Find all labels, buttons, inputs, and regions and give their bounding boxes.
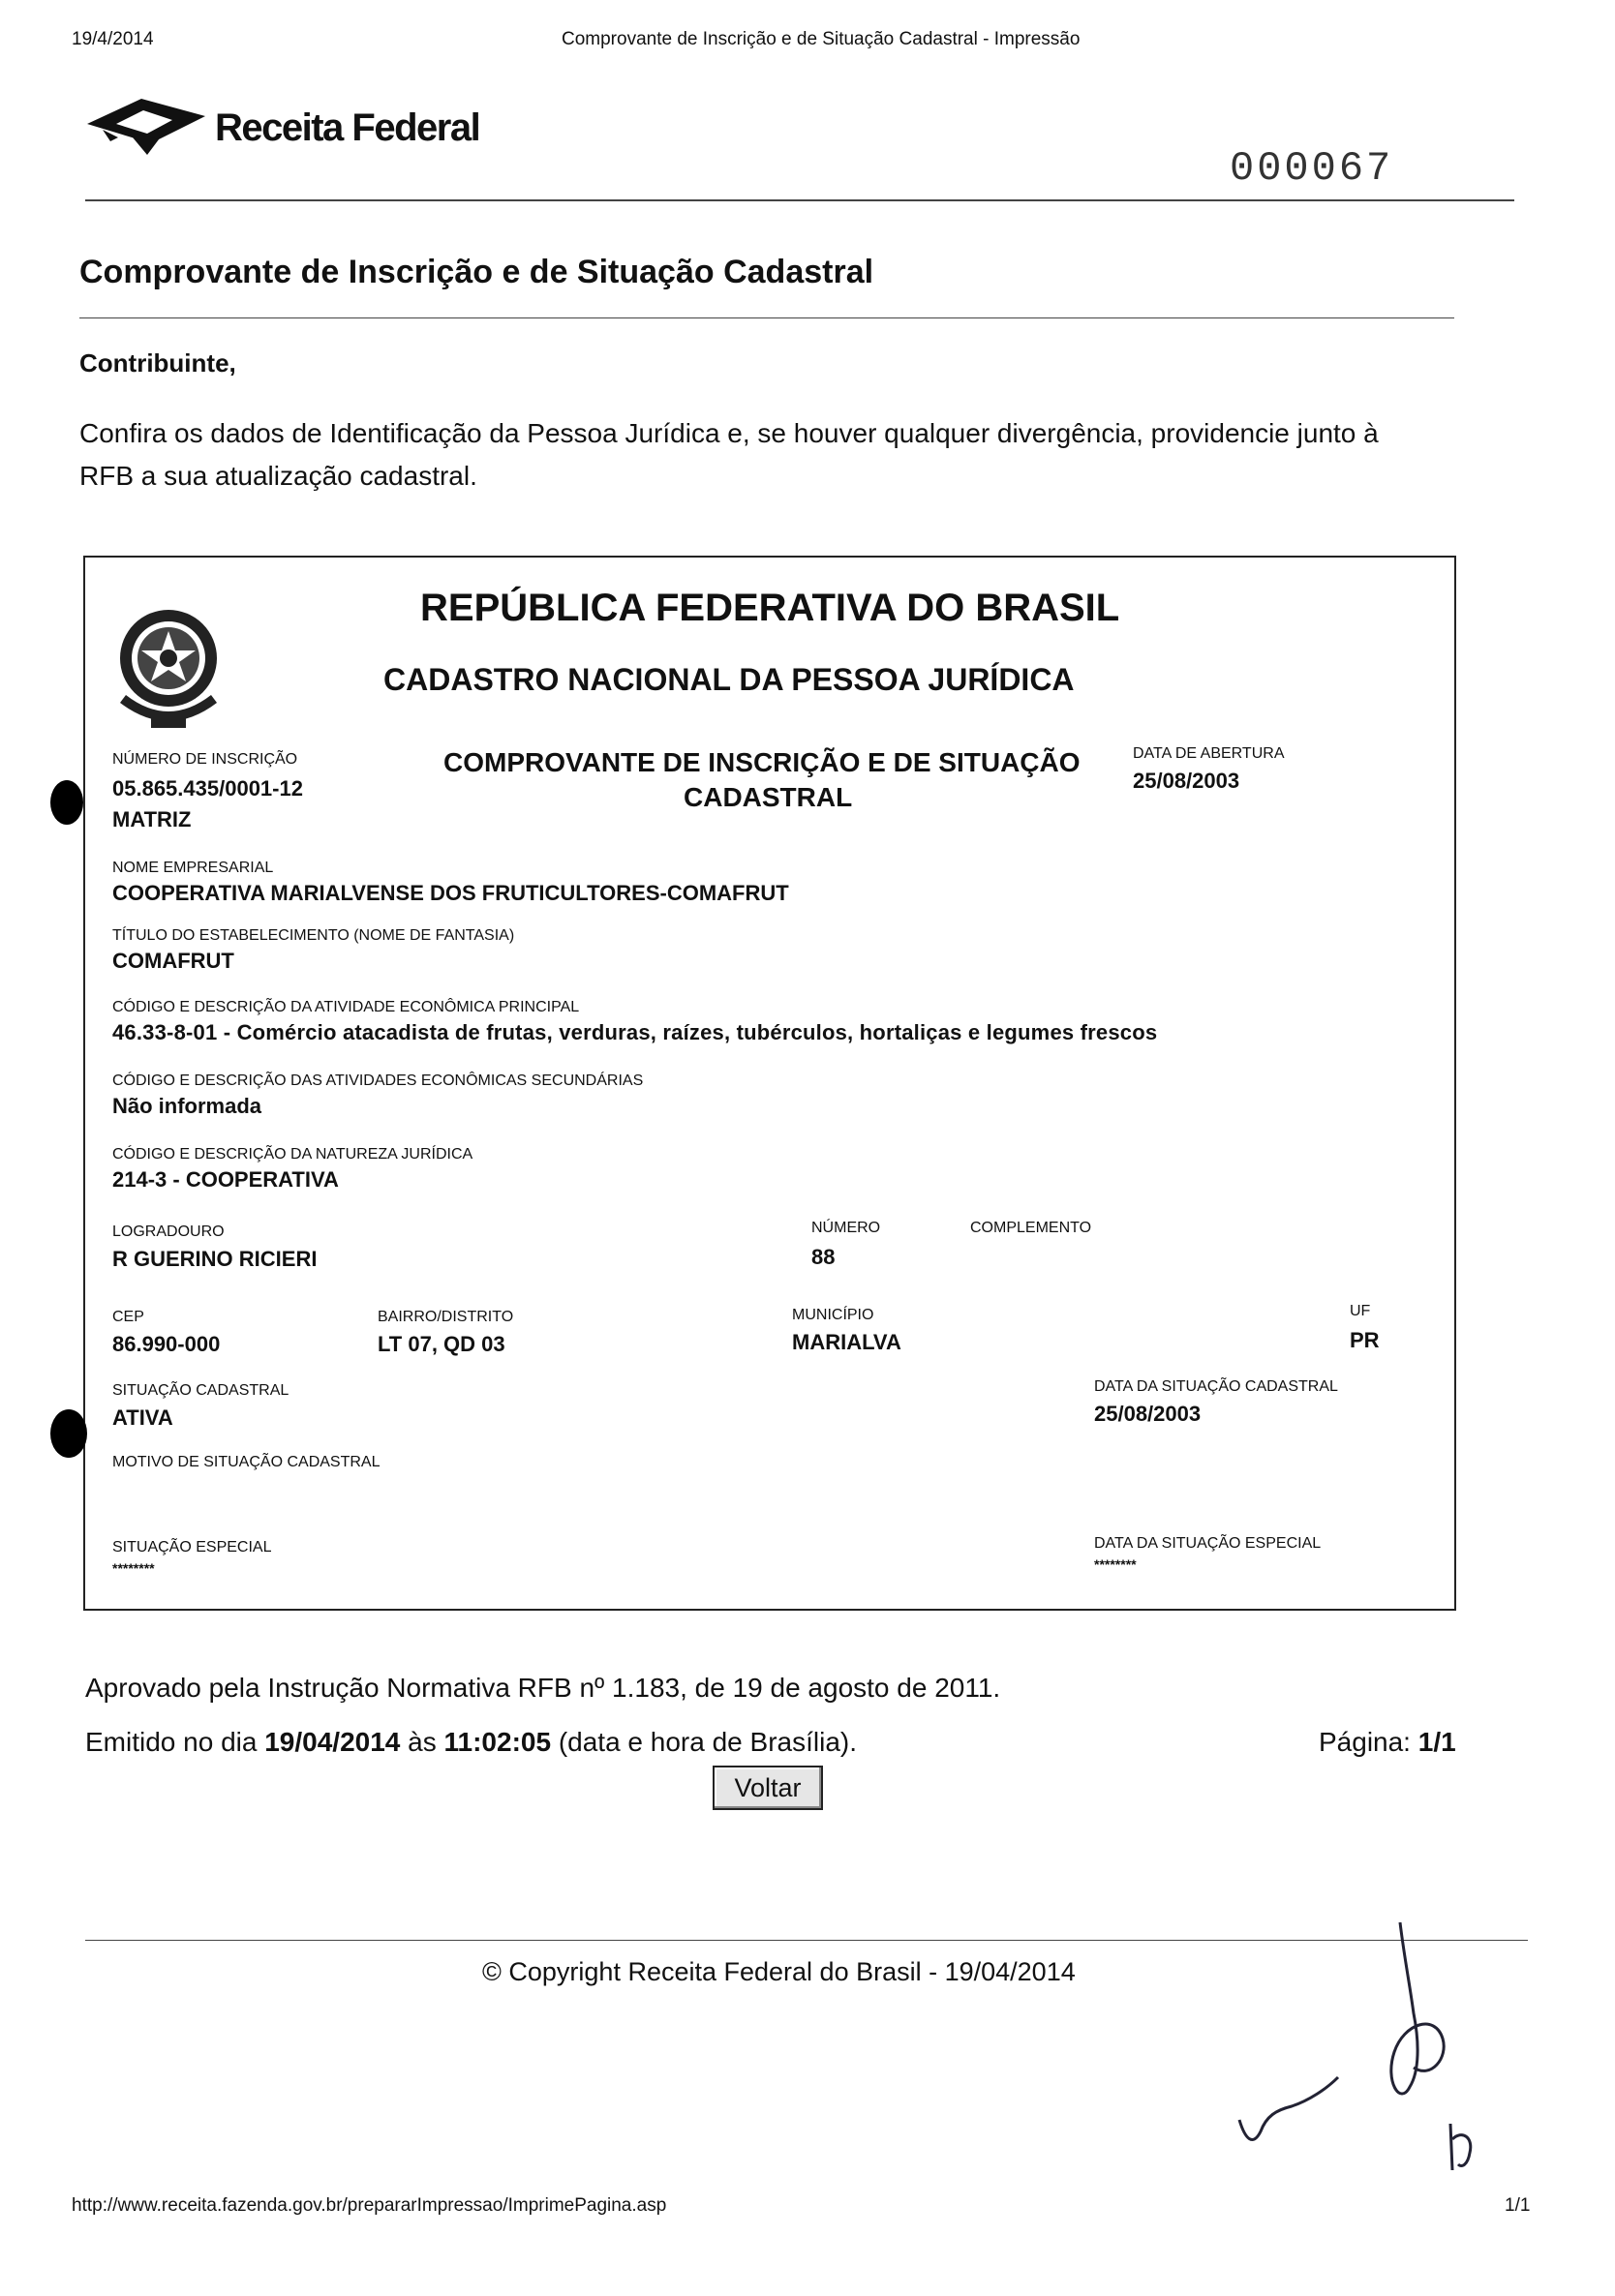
titulo-label: TÍTULO DO ESTABELECIMENTO (NOME DE FANTASIA) [112,927,515,944]
numero-label: NÚMERO [811,1220,881,1236]
uf-label: UF [1350,1303,1371,1319]
cep-value: 86.990-000 [112,1332,221,1356]
natureza-juridica-label: CÓDIGO E DESCRIÇÃO DA NATUREZA JURÍDICA [112,1146,473,1163]
copyright-text: © Copyright Receita Federal do Brasil - 19/04/2014 [482,1957,1076,1986]
situacao-cadastral-value: ATIVA [112,1405,173,1430]
emitted-date: 19/04/2014 [264,1727,401,1757]
bairro-label: BAIRRO/DISTRITO [378,1309,514,1325]
republic-title: REPÚBLICA FEDERATIVA DO BRASIL [420,587,1120,629]
emitted-time: 11:02:05 [443,1727,552,1757]
logradouro-value: R GUERINO RICIERI [112,1247,318,1271]
page-url: http://www.receita.fazenda.gov.br/prepararImpressao/ImprimePagina.asp [72,2195,667,2216]
print-header-title: Comprovante de Inscrição e de Situação Cadastral - Impressão [562,29,1081,49]
emitted-middle: às [400,1727,444,1757]
header-divider [85,199,1514,201]
nome-empresarial-label: NOME EMPRESARIAL [112,860,274,876]
complemento-label: COMPLEMENTO [970,1220,1092,1236]
motivo-situacao-label: MOTIVO DE SITUAÇÃO CADASTRAL [112,1454,381,1470]
coat-of-arms-icon [112,594,225,745]
comprovante-title-line2: CADASTRAL [684,782,853,812]
punch-hole-bottom [50,1409,87,1458]
footer-page: 1/1 [1505,2195,1531,2216]
approved-text: Aprovado pela Instrução Normativa RFB nº 1.183, de 19 de agosto de 2011. [85,1673,1001,1703]
situacao-especial-value: ******** [112,1560,155,1576]
logo-text: Receita Federal [215,106,480,149]
numero-inscricao-value: 05.865.435/0001-12 [112,776,303,801]
logradouro-label: LOGRADOURO [112,1224,225,1240]
nome-empresarial-value: COOPERATIVA MARIALVENSE DOS FRUTICULTORES-COMAFRUT [112,881,789,905]
natureza-juridica-value: 214-3 - COOPERATIVA [112,1167,339,1192]
emitted-prefix: Emitido no dia [85,1727,265,1757]
atividade-principal-value: 46.33-8-01 - Comércio atacadista de frutas, verduras, raízes, tubérculos, hortaliças e legumes frescos [112,1020,1158,1044]
data-abertura-label: DATA DE ABERTURA [1133,745,1285,762]
page-title: Comprovante de Inscrição e de Situação Cadastral [79,254,874,290]
situacao-especial-label: SITUAÇÃO ESPECIAL [112,1539,272,1556]
data-situacao-cadastral-label: DATA DA SITUAÇÃO CADASTRAL [1094,1378,1338,1395]
print-date: 19/4/2014 [72,29,154,49]
data-abertura-value: 25/08/2003 [1133,769,1240,793]
comprovante-title [443,745,1160,815]
atividades-secundarias-value: Não informada [112,1094,262,1118]
cnpj-card [83,556,1456,1611]
municipio-label: MUNICÍPIO [792,1307,874,1323]
numero-value: 88 [811,1245,836,1269]
numero-inscricao-label: NÚMERO DE INSCRIÇÃO [112,751,298,768]
cep-label: CEP [112,1309,144,1325]
emitted-suffix: (data e hora de Brasília). [551,1727,857,1757]
inscricao-type: MATRIZ [112,807,192,831]
situacao-cadastral-label: SITUAÇÃO CADASTRAL [112,1382,289,1399]
handwritten-signature [1220,1917,1510,2188]
titulo-value: COMAFRUT [112,949,234,973]
instruction-text: Confira os dados de Identificação da Pessoa Jurídica e, se houver qualquer divergência, providencie junto à RFB a sua atualização cadastral. [79,418,1379,491]
data-situacao-especial-value: ******** [1094,1556,1137,1572]
stamp-number: 000067 [1230,145,1394,192]
page-value: 1/1 [1417,1727,1456,1757]
page-label: Página: [1319,1727,1418,1757]
punch-hole-top [50,780,83,825]
bairro-value: LT 07, QD 03 [378,1332,505,1356]
atividades-secundarias-label: CÓDIGO E DESCRIÇÃO DAS ATIVIDADES ECONÔMICAS SECUNDÁRIAS [112,1072,644,1089]
data-situacao-cadastral-value: 25/08/2003 [1094,1402,1202,1426]
page-indicator [1319,1727,1456,1758]
comprovante-title-line1: COMPROVANTE DE INSCRIÇÃO E DE SITUAÇÃO [443,747,1081,777]
uf-value: PR [1350,1328,1380,1352]
cadastro-title: CADASTRO NACIONAL DA PESSOA JURÍDICA [383,662,1075,697]
atividade-principal-label: CÓDIGO E DESCRIÇÃO DA ATIVIDADE ECONÔMICA PRINCIPAL [112,999,580,1015]
receita-logo-icon [83,95,209,159]
greeting: Contribuinte, [79,348,236,378]
data-situacao-especial-label: DATA DA SITUAÇÃO ESPECIAL [1094,1535,1322,1552]
title-divider [79,317,1454,318]
back-button[interactable]: Voltar [713,1766,823,1810]
municipio-value: MARIALVA [792,1330,901,1354]
emitted-text [85,1727,857,1758]
